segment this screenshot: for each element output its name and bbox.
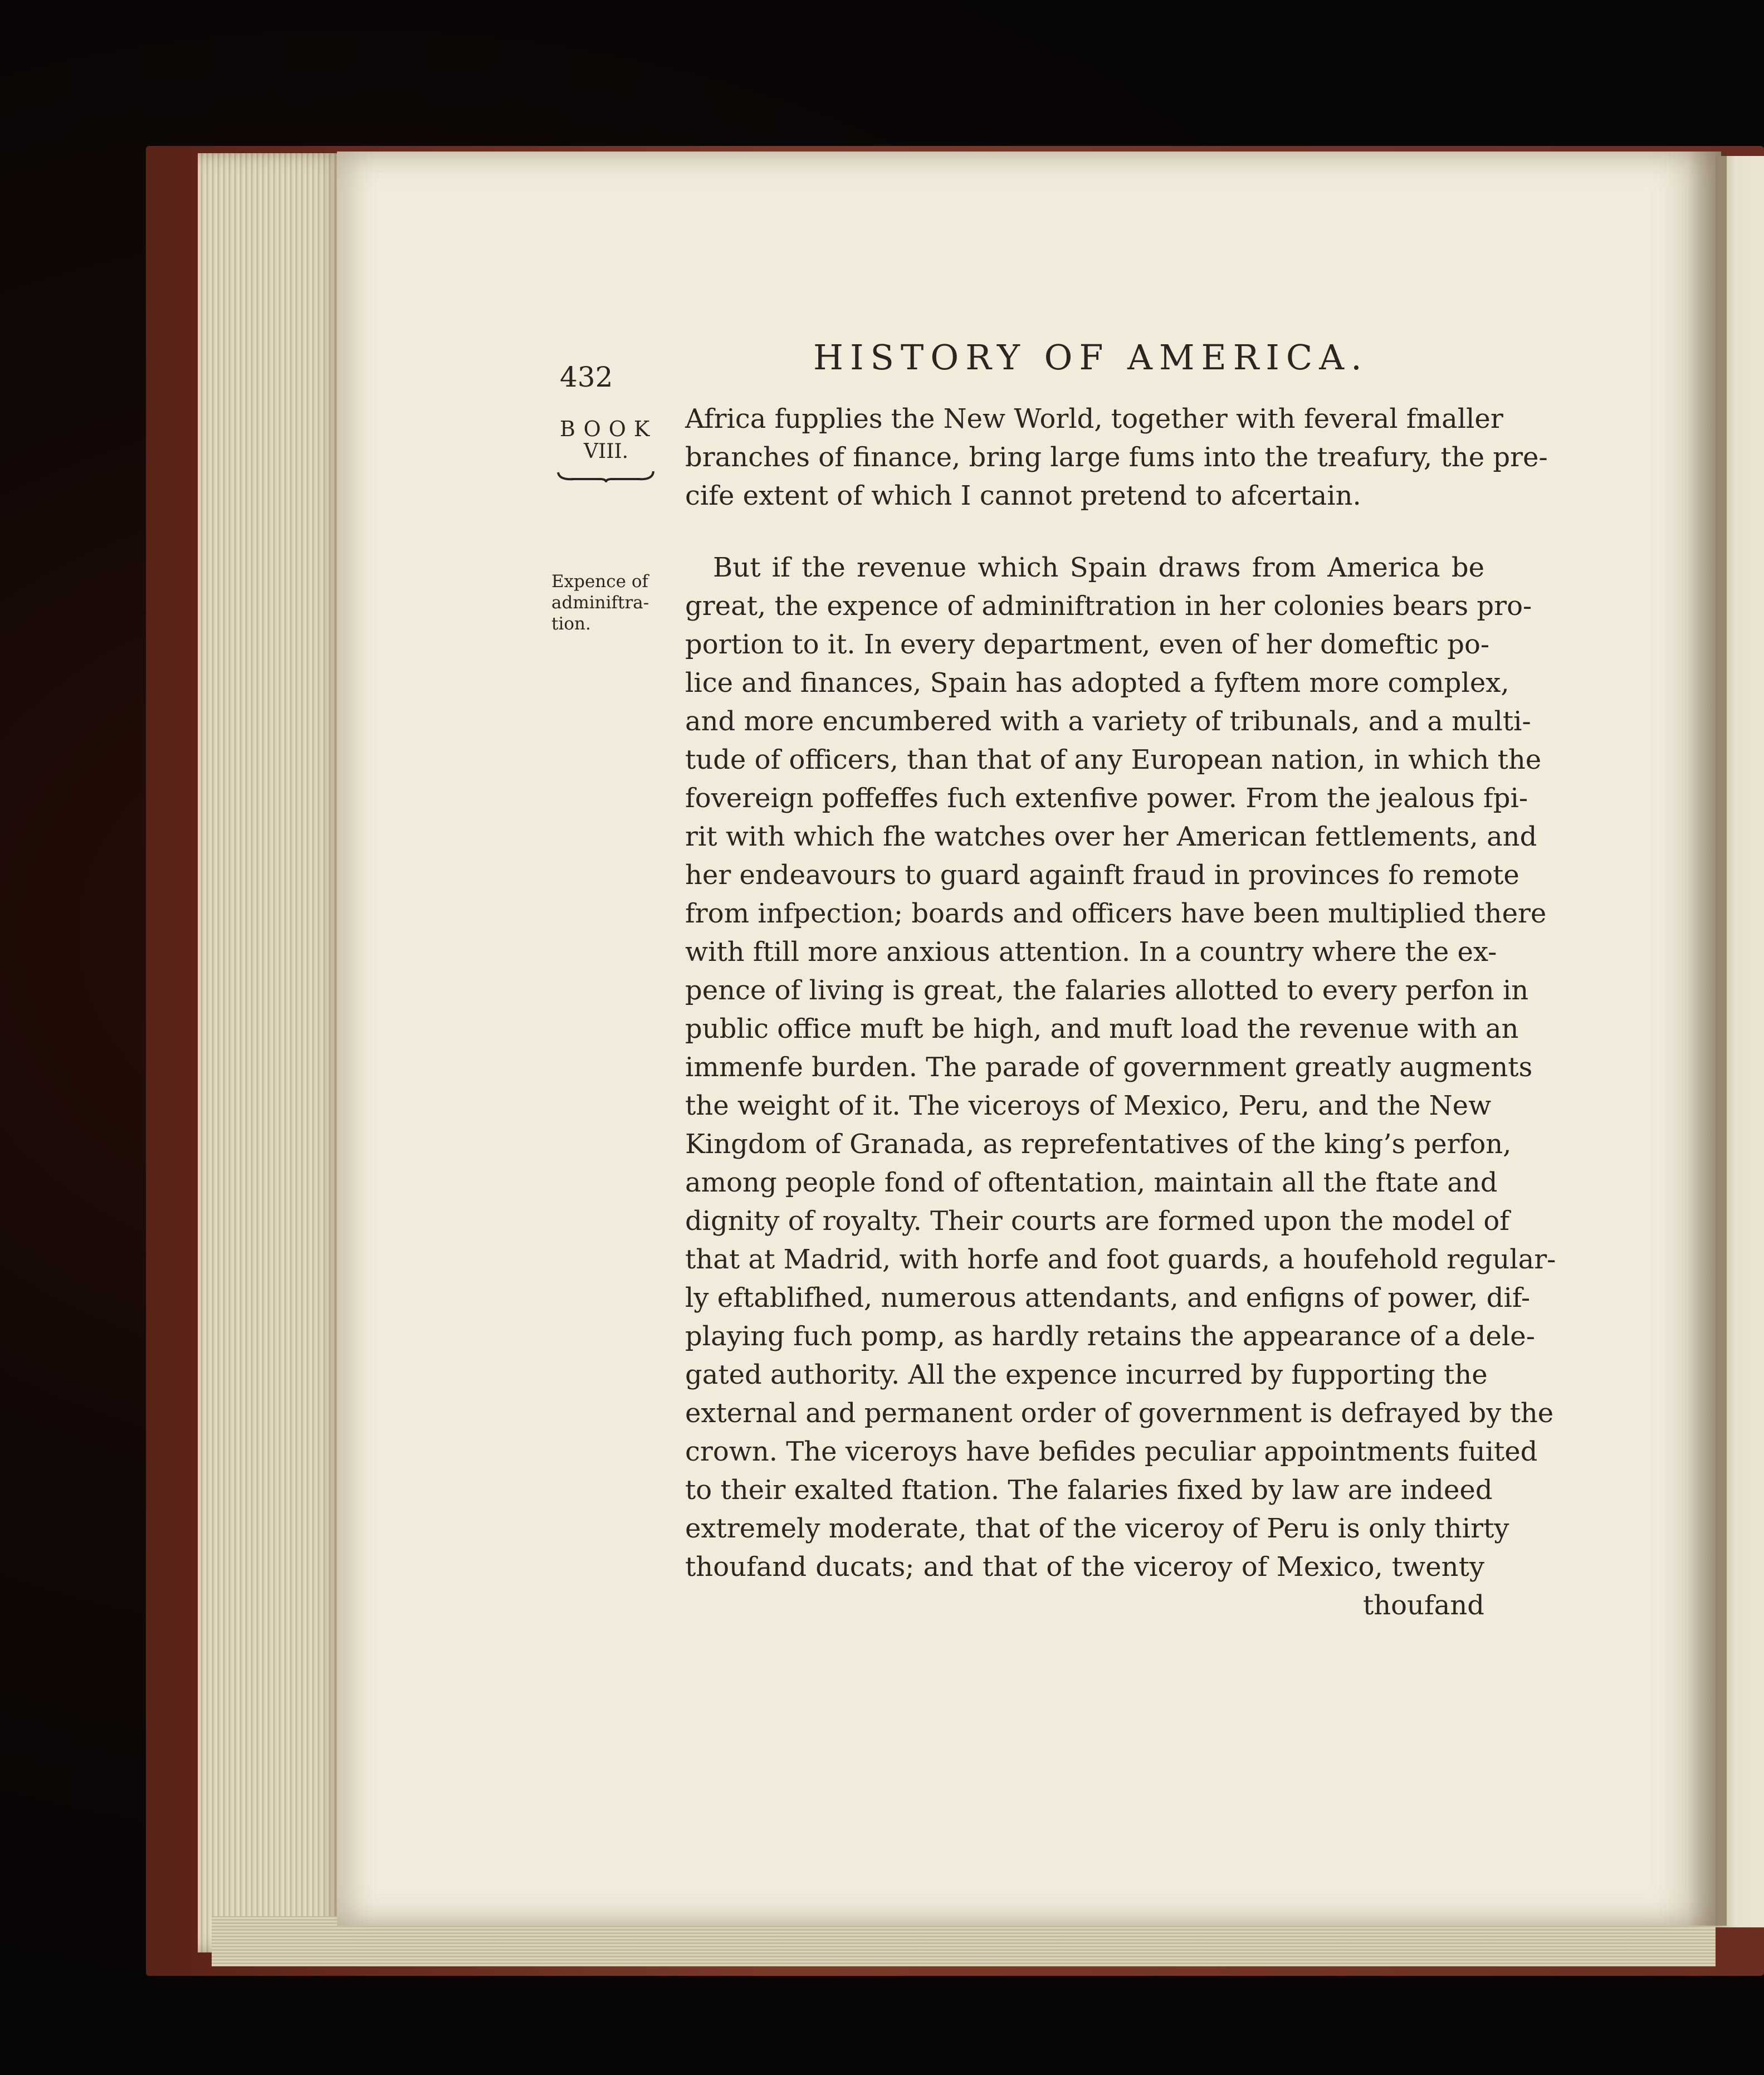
book-number: VIII. [584,440,629,463]
body-text [685,400,1556,1625]
text-line: lice and finances, Spain has adopted a fyftem more complex, [685,667,1509,699]
paragraph [685,400,1548,515]
marginal-note-line: tion. [551,614,591,634]
text-line: from infpection; boards and officers have been multiplied there [685,898,1547,929]
marginal-note-line: Expence of [551,572,648,592]
paragraph-gap [685,515,1484,549]
text-line: tude of officers, than that of any European nation, in which the [685,744,1542,775]
text-line: with ftill more anxious attention. In a country where the ex- [685,936,1497,968]
text-line: cife extent of which I cannot pretend to afcertain. [685,480,1361,511]
text-line: crown. The viceroys have befides peculiar appointments fuited [685,1436,1538,1467]
text-line: Kingdom of Granada, as reprefentatives of the king’s perfon, [685,1129,1512,1160]
book-label: BOOK [560,417,658,441]
text-line: gated authority. All the expence incurred by fupporting the [685,1359,1488,1390]
marginal-note-line: adminiftra- [551,593,649,613]
gutter-shadow [1688,152,1727,1926]
text-line: to their exalted ftation. The falaries fixed by law are indeed [685,1475,1493,1506]
text-line: But if the revenue which Spain draws from America be [713,552,1484,583]
text-line: fovereign poffeffes fuch extenfive power. From the jealous fpi- [685,783,1528,814]
text-line: portion to it. In every department, even of her domeftic po- [685,629,1490,660]
running-title: HISTORY OF AMERICA. [813,337,1369,378]
text-line: immenfe burden. The parade of government greatly augments [685,1052,1533,1083]
text-line: pence of living is great, the falaries allotted to every perfon in [685,975,1529,1006]
text-line: thoufand ducats; and that of the viceroy of Mexico, twenty [685,1551,1484,1583]
text-line: her endeavours to guard againft fraud in provinces fo remote [685,860,1519,891]
catchword: thoufand [1362,1590,1484,1621]
page-block-edges [198,153,344,1952]
text-line: and more encumbered with a variety of tribunals, and a multi- [685,706,1531,737]
text-line: rit with which fhe watches over her American fettlements, and [685,821,1537,852]
text-line: among people fond of oftentation, maintain all the ftate and [685,1167,1498,1198]
page-number: 432 [560,361,613,393]
text-line: playing fuch pomp, as hardly retains the appearance of a dele- [685,1321,1535,1352]
text-line: dignity of royalty. Their courts are formed upon the model of [685,1205,1509,1237]
text-line: branches of finance, bring large fums into the treafury, the pre- [685,442,1548,473]
text-line: external and permanent order of government is defrayed by the [685,1398,1554,1429]
marginal-note [551,571,663,634]
text-line: extremely moderate, that of the viceroy of Peru is only thirty [685,1513,1509,1544]
text-line: great, the expence of adminiftration in her colonies bears pro- [685,590,1532,622]
brace-ornament [557,469,654,482]
text-line: public office muft be high, and muft load the revenue with an [685,1013,1519,1044]
text-line: the weight of it. The viceroys of Mexico, Peru, and the New [685,1090,1492,1121]
text-line: that at Madrid, with horfe and foot guards, a houfehold regular- [685,1244,1556,1275]
text-line: ly eftablifhed, numerous attendants, and enfigns of power, dif- [685,1282,1531,1314]
text-line: Africa fupplies the New World, together with feveral fmaller [685,403,1503,434]
paragraph [685,549,1556,1625]
